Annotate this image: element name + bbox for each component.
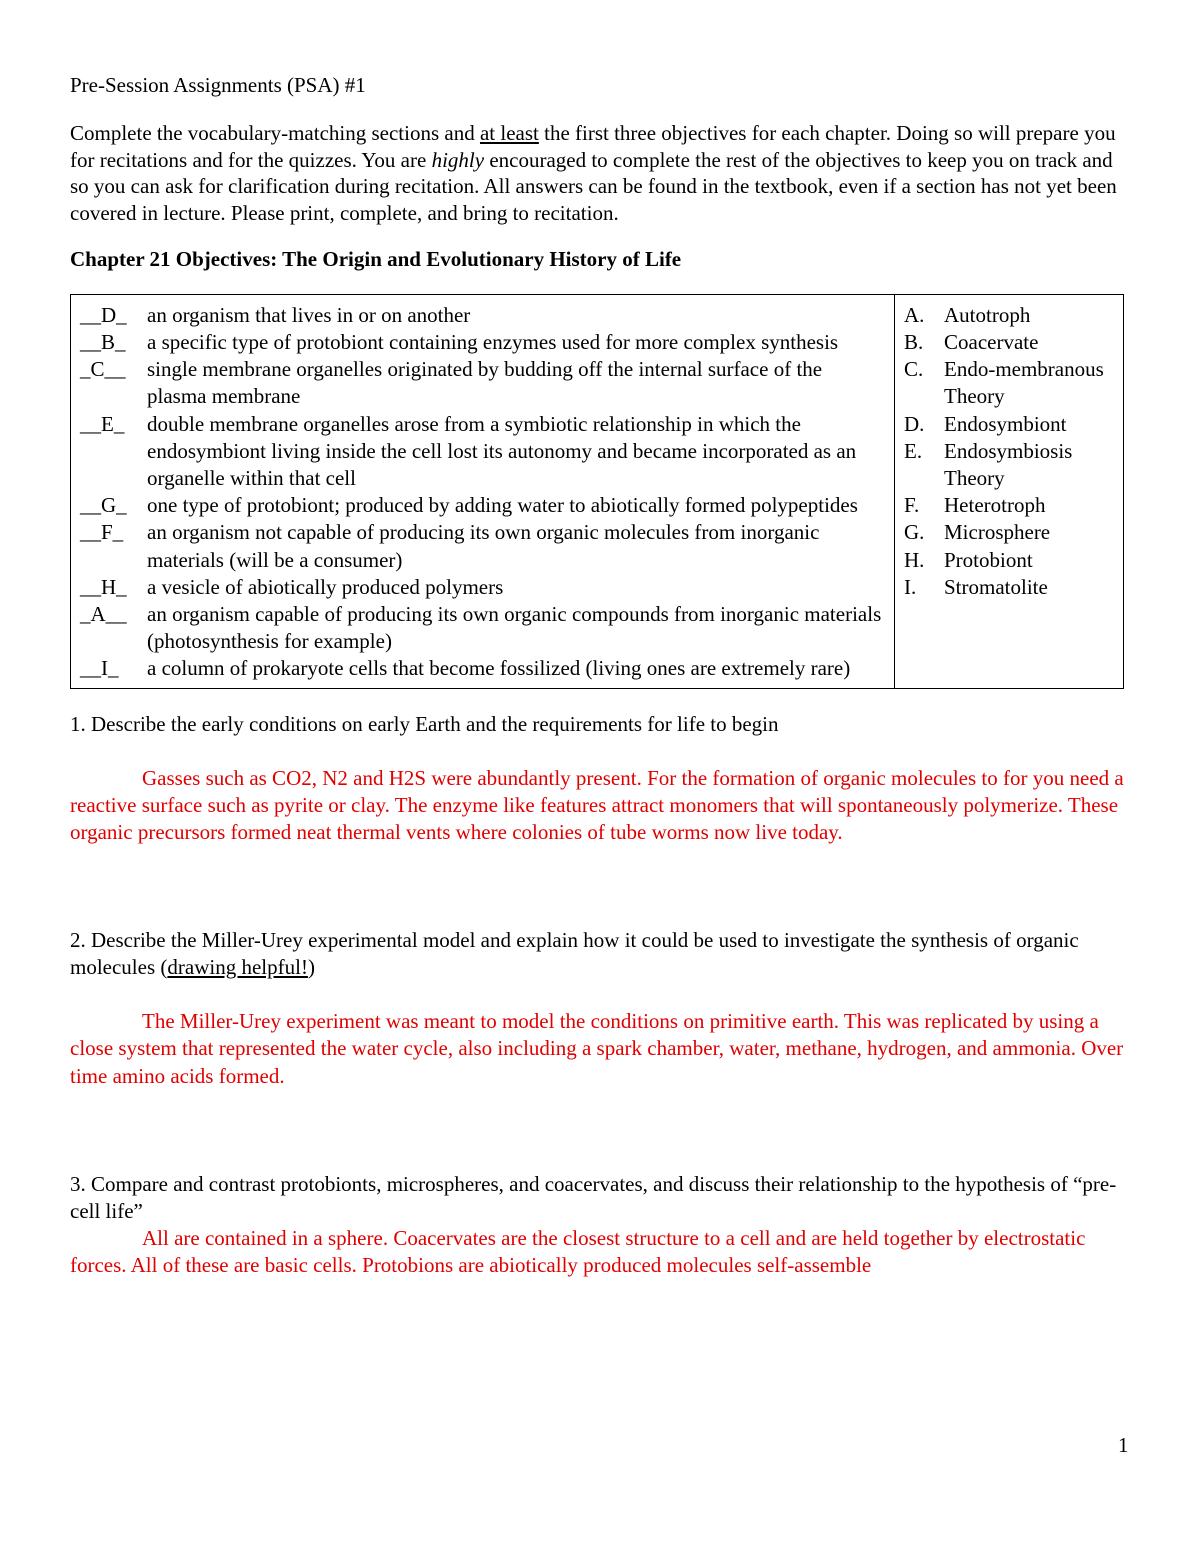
term-letter: H. [904, 547, 925, 572]
question-1: 1. Describe the early conditions on early Earth and the requirements for life to begin [70, 711, 779, 736]
term-text: Endosymbiosis Theory [944, 438, 1073, 491]
answer-blank: __G_ [80, 493, 127, 518]
intro-text-1: Complete the vocabulary-matching sections and [70, 121, 480, 145]
definition-text: a column of prokaryote cells that become fossilized (living ones are extremely rare) [147, 656, 851, 681]
definition-item [80, 492, 886, 519]
term-letter: G. [904, 520, 925, 545]
definition-item [80, 655, 886, 682]
definitions-column [71, 294, 895, 688]
answer-blank: _A__ [80, 602, 127, 627]
intro-text-2: the first three objectives for each chapter. Doing so will prepare you for recitations and for the quizzes. You are [70, 121, 1116, 172]
question-2-closing: ) [307, 955, 315, 980]
definition-text: a vesicle of abiotically produced polymers [147, 574, 504, 599]
term-letter: B. [904, 330, 924, 355]
definition-item [80, 302, 886, 329]
chapter-heading: Chapter 21 Objectives: The Origin and Evolutionary History of Life [70, 246, 682, 271]
definition-item [80, 519, 886, 573]
term-letter: C. [904, 357, 924, 382]
term-text: Heterotroph [944, 493, 1046, 518]
terms-column [895, 294, 1124, 688]
instructions-paragraph [70, 120, 1128, 227]
definition-text: a specific type of protobiont containing enzymes used for more complex synthesis [147, 330, 839, 355]
answer-blank: __B_ [80, 330, 126, 355]
definition-text: double membrane organelles arose from a symbiotic relationship in which the endosymbiont living inside the cell lost its autonomy and became incorporated as an organelle within that cell [147, 411, 857, 491]
document-title: Pre-Session Assignments (PSA) #1 [70, 73, 366, 97]
term-item [904, 329, 1115, 356]
intro-underlined: at least [479, 121, 539, 145]
term-letter: D. [904, 411, 925, 436]
term-item [904, 356, 1115, 410]
answer-2 [70, 1008, 1128, 1090]
term-item [904, 492, 1115, 519]
definition-item [80, 574, 886, 601]
question-2 [70, 927, 1128, 981]
term-text: Microsphere [944, 520, 1051, 545]
term-item [904, 519, 1115, 546]
term-item [904, 411, 1115, 438]
term-text: Protobiont [944, 547, 1033, 572]
term-letter: E. [904, 438, 923, 463]
intro-italic: highly [431, 147, 485, 172]
answer-blank: __H_ [80, 574, 127, 599]
answer-blank: __I_ [80, 656, 119, 681]
term-letter: A. [904, 302, 925, 327]
answer-blank: __F_ [80, 520, 124, 545]
term-text: Endosymbiont [944, 411, 1067, 436]
definition-item [80, 601, 886, 655]
term-item [904, 574, 1115, 601]
answer-blank: _C__ [80, 357, 126, 382]
definition-text: one type of protobiont; produced by adding water to abiotically formed polypeptides [147, 493, 858, 518]
page-number: 1 [1118, 1433, 1129, 1457]
term-text: Stromatolite [944, 574, 1048, 599]
term-letter: I. [904, 574, 917, 599]
term-text: Endo-membranous Theory [944, 357, 1104, 409]
definition-text: an organism not capable of producing its own organic molecules from inorganic materials (will be a consumer) [147, 520, 820, 572]
answer-3-text: All are contained in a sphere. Coacervates are the closest structure to a cell and are held together by electrostatic forces. All of these are basic cells. Protobions are abiotically produced molecules self-assemble [70, 1225, 1086, 1278]
term-item [904, 302, 1115, 329]
term-text: Coacervate [944, 330, 1039, 355]
question-2-underlined: drawing helpful! [167, 955, 308, 980]
term-item [904, 438, 1115, 492]
definition-item [80, 411, 886, 493]
answer-blank: __D_ [80, 302, 127, 327]
answer-3 [70, 1225, 1128, 1279]
term-letter: F. [904, 493, 920, 518]
vocabulary-matching-table [70, 294, 1124, 689]
definition-text: an organism capable of producing its own organic compounds from inorganic materials (photosynthesis for example) [147, 602, 882, 654]
intro-text-3: encouraged to complete the rest of the objectives to keep you on track and so you can ask for clarification during recitation. All answers can be found in the textbook, even if a section has not yet been covered in lecture. Please print, complete, and bring to recitation. [70, 147, 1117, 226]
term-text: Autotroph [944, 302, 1031, 327]
answer-1 [70, 765, 1128, 847]
answer-2-text: The Miller-Urey experiment was meant to model the conditions on primitive earth. This was replicated by using a close system that represented the water cycle, also including a spark chamber, water, methane, hydrogen, and ammonia. Over time amino acids formed. [70, 1009, 1124, 1088]
definition-text: single membrane organelles originated by budding off the internal surface of the plasma membrane [147, 357, 823, 409]
answer-1-text: Gasses such as CO2, N2 and H2S were abundantly present. For the formation of organic molecules to for you need a reactive surface such as pyrite or clay. The enzyme like features attract monomers that will spontaneously polymerize. These organic precursors formed neat thermal vents where colonies of tube worms now live today. [70, 765, 1124, 845]
term-item [904, 547, 1115, 574]
definition-text: an organism that lives in or on another [147, 302, 471, 327]
definition-item [80, 356, 886, 410]
definition-item [80, 329, 886, 356]
question-2-text: 2. Describe the Miller-Urey experimental model and explain how it could be used to investigate the synthesis of organic molecules ( [70, 928, 1079, 980]
document-page [70, 72, 1128, 1279]
question-3: 3. Compare and contrast protobionts, microspheres, and coacervates, and discuss their relationship to the hypothesis of “pre-cell life” [70, 1171, 1117, 1223]
answer-blank: __E_ [80, 411, 125, 436]
